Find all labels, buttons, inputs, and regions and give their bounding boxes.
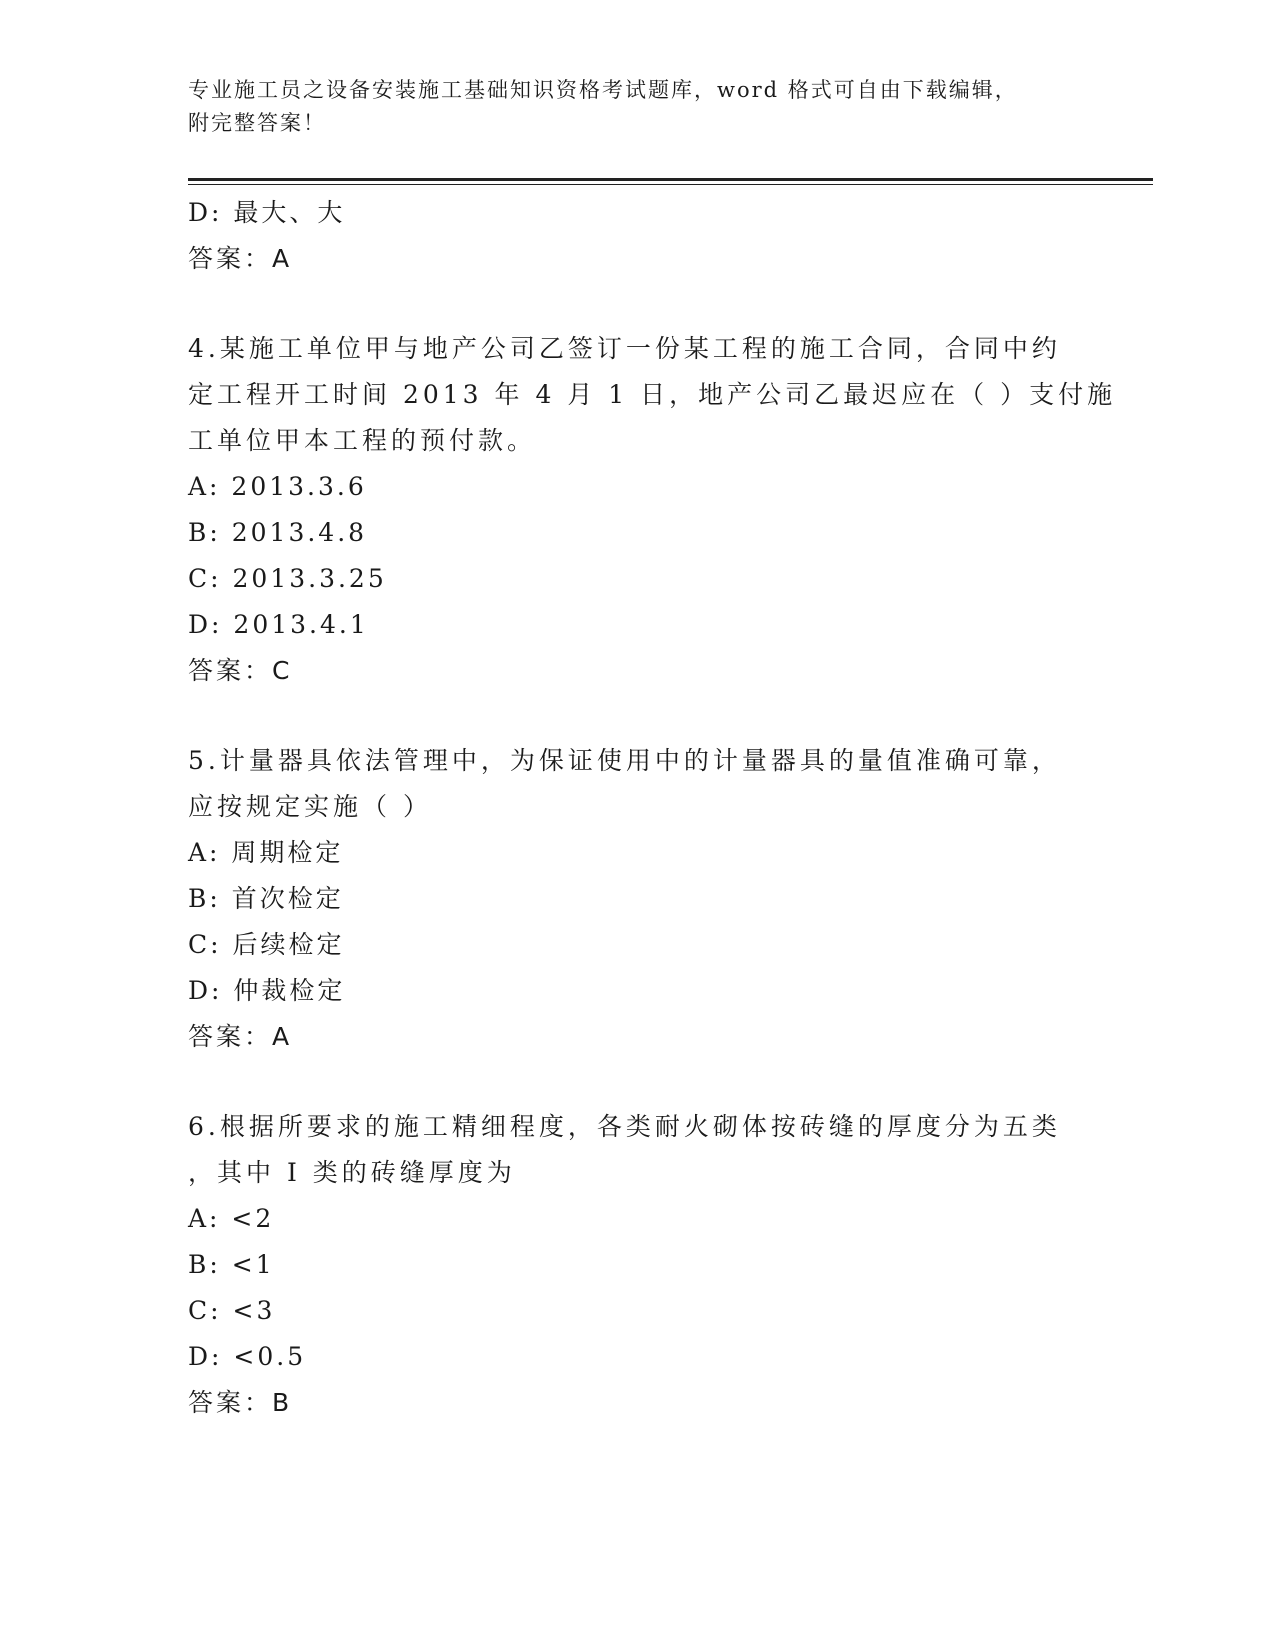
- question-5: [188, 738, 1088, 830]
- prev-answer: 答案：A: [188, 244, 293, 273]
- question-4-answer: 答案：C: [188, 656, 293, 685]
- question-5-option-d: D: 仲裁检定: [188, 976, 346, 1005]
- header-divider-thin: [188, 184, 1153, 185]
- question-4-line-1: 4.某施工单位甲与地产公司乙签订一份某工程的施工合同，合同中约: [188, 334, 1061, 363]
- question-6-line-2: ，其中 I 类的砖缝厚度为: [188, 1158, 516, 1187]
- question-5-option-c: C: 后续检定: [188, 930, 345, 959]
- document-header: [188, 74, 1088, 140]
- question-6-option-c: C: <3: [188, 1296, 276, 1325]
- question-4-option-b: B: 2013.4.8: [188, 518, 368, 547]
- question-6: [188, 1104, 1088, 1196]
- question-6-line-1: 6.根据所要求的施工精细程度，各类耐火砌体按砖缝的厚度分为五类: [188, 1112, 1061, 1141]
- question-6-option-b: B: <1: [188, 1250, 275, 1279]
- question-content: [188, 190, 1117, 1426]
- question-5-option-b: B: 首次检定: [188, 884, 344, 913]
- question-4-option-c: C: 2013.3.25: [188, 564, 387, 593]
- question-6-answer: 答案：B: [188, 1388, 293, 1417]
- question-5-option-a: A: 周期检定: [188, 838, 344, 867]
- question-4-option-d: D: 2013.4.1: [188, 610, 369, 639]
- question-4: [188, 326, 1117, 464]
- header-divider-thick: [188, 178, 1153, 181]
- question-5-line-2: 应按规定实施（ ）: [188, 792, 432, 821]
- header-line-2: 附完整答案！: [188, 111, 326, 135]
- question-4-option-a: A: 2013.3.6: [188, 472, 367, 501]
- question-6-option-a: A: <2: [188, 1204, 275, 1233]
- question-6-option-d: D: <0.5: [188, 1342, 307, 1371]
- question-5-line-1: 5.计量器具依法管理中，为保证使用中的计量器具的量值准确可靠，: [188, 746, 1061, 775]
- header-line-1: 专业施工员之设备安装施工基础知识资格考试题库，word 格式可自由下载编辑，: [188, 78, 1018, 102]
- question-4-line-2: 定工程开工时间 2013 年 4 月 1 日，地产公司乙最迟应在（ ）支付施: [188, 380, 1117, 409]
- prev-option-d: D: 最大、大: [188, 198, 346, 227]
- question-4-line-3: 工单位甲本工程的预付款。: [188, 426, 537, 455]
- question-5-answer: 答案：A: [188, 1022, 293, 1051]
